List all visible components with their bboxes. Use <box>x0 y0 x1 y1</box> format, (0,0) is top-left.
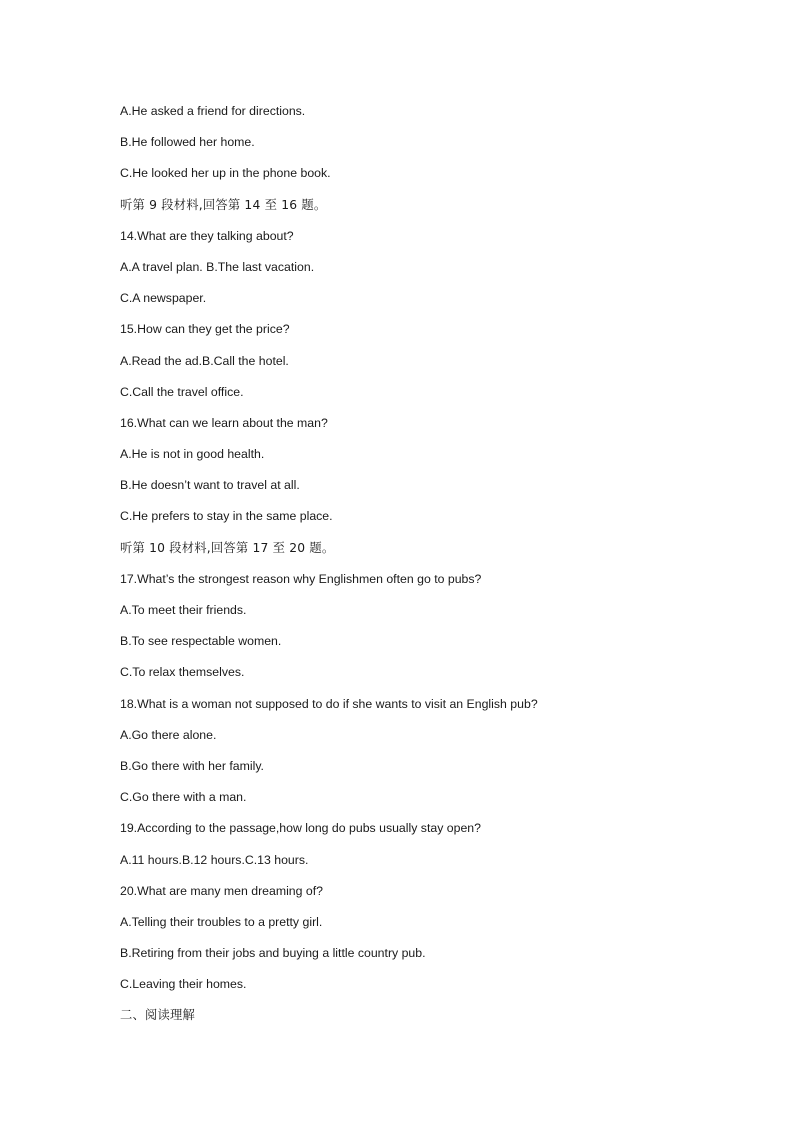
answer-option-line: B.Go there with her family. <box>120 758 264 773</box>
answer-option-line: B.He followed her home. <box>120 135 255 150</box>
question-line: 16.What can we learn about the man? <box>120 415 328 430</box>
answer-option-line: A.Go there alone. <box>120 727 217 742</box>
answer-option-line: B.Retiring from their jobs and buying a little country pub. <box>120 946 426 961</box>
section-heading: 二、阅读理解 <box>120 1008 195 1023</box>
answer-option-line: A.To meet their friends. <box>120 603 247 617</box>
answer-option-line: C.To relax themselves. <box>120 665 245 680</box>
answer-option-line: A.Read the ad.B.Call the hotel. <box>120 353 289 368</box>
answer-option-line: C.Leaving their homes. <box>120 977 247 992</box>
question-line: 20.What are many men dreaming of? <box>120 883 324 898</box>
question-line: 19.According to the passage,how long do pubs usually stay open? <box>120 821 481 836</box>
answer-option-line: A.He is not in good health. <box>120 447 265 462</box>
question-line: 15.How can they get the price? <box>120 322 290 337</box>
answer-option-line: A.Telling their troubles to a pretty girl. <box>120 914 323 929</box>
answer-option-line: A.A travel plan. B.The last vacation. <box>120 259 315 274</box>
section-instruction: 听第 9 段材料,回答第 14 至 16 题。 <box>120 197 327 212</box>
answer-option-line: C.He prefers to stay in the same place. <box>120 509 333 524</box>
section-instruction: 听第 10 段材料,回答第 17 至 20 题。 <box>120 540 335 555</box>
question-line: 18.What is a woman not supposed to do if she wants to visit an English pub? <box>120 696 538 711</box>
answer-option-line: C.A newspaper. <box>120 291 207 306</box>
question-line: 17.What’s the strongest reason why Englishmen often go to pubs? <box>120 571 482 586</box>
answer-option-line: B.He doesn’t want to travel at all. <box>120 478 300 493</box>
answer-option-line: C.Call the travel office. <box>120 384 244 399</box>
document-body <box>120 101 740 1037</box>
question-line: 14.What are they talking about? <box>120 228 294 243</box>
answer-option-line: C.He looked her up in the phone book. <box>120 166 331 181</box>
answer-option-line: A.He asked a friend for directions. <box>120 104 306 118</box>
answer-option-line: B.To see respectable women. <box>120 634 282 649</box>
answer-option-line: C.Go there with a man. <box>120 790 247 805</box>
answer-option-line: A.11 hours.B.12 hours.C.13 hours. <box>120 852 309 867</box>
